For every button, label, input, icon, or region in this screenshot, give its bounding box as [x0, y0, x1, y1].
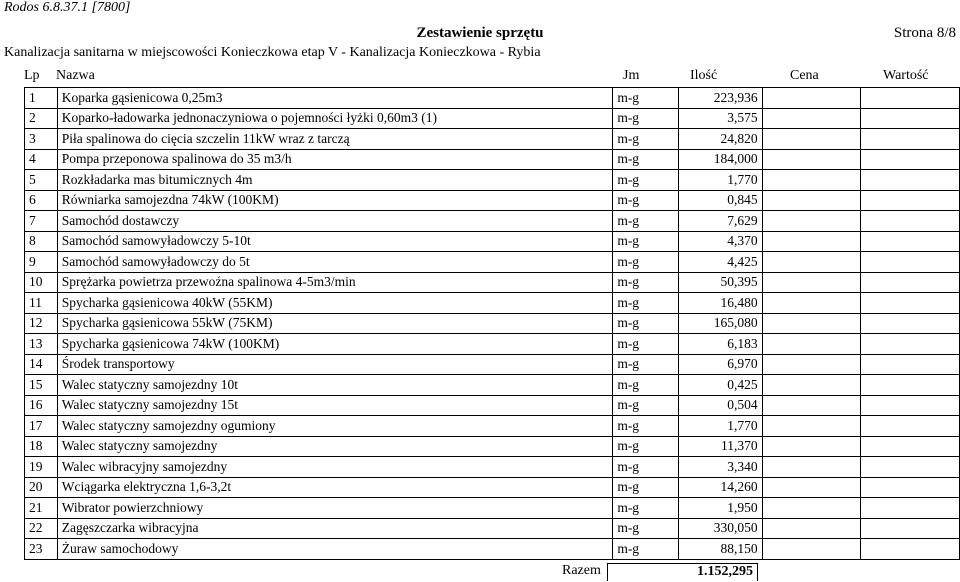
row-unit: m-g	[613, 457, 679, 478]
table-row	[25, 108, 960, 129]
equipment-table-body	[25, 88, 960, 560]
row-value	[861, 477, 960, 498]
row-unit: m-g	[613, 416, 679, 437]
row-quantity: 184,000	[679, 149, 762, 170]
total-label: Razem	[562, 563, 601, 578]
row-name: Walec statyczny samojezdny ogumiony	[57, 416, 613, 437]
row-name: Spycharka gąsienicowa 55kW (75KM)	[57, 313, 613, 334]
row-name: Zagęszczarka wibracyjna	[57, 518, 613, 539]
table-row	[25, 498, 960, 519]
row-price	[762, 395, 861, 416]
row-quantity: 3,340	[679, 457, 762, 478]
table-row	[25, 416, 960, 437]
row-price	[762, 129, 861, 150]
table-row	[25, 457, 960, 478]
page-header	[0, 0, 960, 66]
row-name: Piła spalinowa do cięcia szczelin 11kW wraz z tarczą	[57, 129, 613, 150]
row-quantity: 50,395	[679, 272, 762, 293]
column-header-name: Nazwa	[56, 68, 95, 83]
row-lp: 15	[25, 375, 58, 396]
column-headers	[0, 68, 960, 88]
table-row	[25, 129, 960, 150]
row-price	[762, 518, 861, 539]
row-lp: 12	[25, 313, 58, 334]
row-quantity: 6,183	[679, 334, 762, 355]
row-name: Spycharka gąsienicowa 40kW (55KM)	[57, 293, 613, 314]
row-name: Rozkładarka mas bitumicznych 4m	[57, 170, 613, 191]
row-value	[861, 231, 960, 252]
row-quantity: 0,425	[679, 375, 762, 396]
row-value	[861, 395, 960, 416]
row-lp: 16	[25, 395, 58, 416]
row-name: Walec statyczny samojezdny 15t	[57, 395, 613, 416]
row-lp: 22	[25, 518, 58, 539]
row-value	[861, 129, 960, 150]
row-name: Spycharka gąsienicowa 74kW (100KM)	[57, 334, 613, 355]
row-lp: 14	[25, 354, 58, 375]
row-unit: m-g	[613, 477, 679, 498]
row-value	[861, 170, 960, 191]
row-price	[762, 457, 861, 478]
row-value	[861, 252, 960, 273]
row-unit: m-g	[613, 129, 679, 150]
row-quantity: 1,950	[679, 498, 762, 519]
row-price	[762, 231, 861, 252]
row-value	[861, 108, 960, 129]
row-value	[861, 293, 960, 314]
row-unit: m-g	[613, 313, 679, 334]
row-unit: m-g	[613, 88, 679, 109]
row-lp: 2	[25, 108, 58, 129]
row-lp: 4	[25, 149, 58, 170]
row-quantity: 1,770	[679, 170, 762, 191]
row-value	[861, 88, 960, 109]
table-row	[25, 293, 960, 314]
row-unit: m-g	[613, 252, 679, 273]
row-name: Walec statyczny samojezdny	[57, 436, 613, 457]
column-header-unit: Jm	[623, 68, 640, 83]
row-quantity: 1,770	[679, 416, 762, 437]
row-lp: 7	[25, 211, 58, 232]
row-unit: m-g	[613, 498, 679, 519]
page-number: Strona 8/8	[893, 25, 956, 41]
app-version: Rodos 6.8.37.1 [7800]	[4, 0, 131, 15]
column-header-price: Cena	[790, 68, 819, 83]
row-name: Walec statyczny samojezdny 10t	[57, 375, 613, 396]
row-name: Sprężarka powietrza przewoźna spalinowa 4-5m3/min	[57, 272, 613, 293]
table-row	[25, 539, 960, 560]
row-name: Samochód dostawczy	[57, 211, 613, 232]
row-price	[762, 272, 861, 293]
row-unit: m-g	[613, 190, 679, 211]
table-row	[25, 272, 960, 293]
row-unit: m-g	[613, 375, 679, 396]
row-name: Wciągarka elektryczna 1,6-3,2t	[57, 477, 613, 498]
row-lp: 20	[25, 477, 58, 498]
table-row	[25, 149, 960, 170]
row-price	[762, 436, 861, 457]
row-price	[762, 211, 861, 232]
row-name: Środek transportowy	[57, 354, 613, 375]
row-lp: 6	[25, 190, 58, 211]
row-name: Koparko-ładowarka jednonaczyniowa o pojemności łyżki 0,60m3 (1)	[57, 108, 613, 129]
row-price	[762, 334, 861, 355]
row-unit: m-g	[613, 539, 679, 560]
row-value	[861, 375, 960, 396]
row-lp: 13	[25, 334, 58, 355]
row-unit: m-g	[613, 293, 679, 314]
row-value	[861, 313, 960, 334]
row-quantity: 0,845	[679, 190, 762, 211]
table-row	[25, 334, 960, 355]
row-price	[762, 375, 861, 396]
row-lp: 18	[25, 436, 58, 457]
row-value	[861, 518, 960, 539]
row-unit: m-g	[613, 334, 679, 355]
table-row	[25, 211, 960, 232]
table-row	[25, 252, 960, 273]
row-lp: 19	[25, 457, 58, 478]
row-price	[762, 498, 861, 519]
project-subtitle: Kanalizacja sanitarna w miejscowości Konieczkowa etap V - Kanalizacja Konieczkowa - Rybia	[4, 45, 541, 60]
table-row	[25, 190, 960, 211]
row-name: Równiarka samojezdna 74kW (100KM)	[57, 190, 613, 211]
row-lp: 11	[25, 293, 58, 314]
row-unit: m-g	[613, 395, 679, 416]
row-lp: 3	[25, 129, 58, 150]
total-value: 1.152,295	[697, 564, 753, 579]
row-price	[762, 170, 861, 191]
table-row	[25, 313, 960, 334]
row-price	[762, 88, 861, 109]
row-price	[762, 293, 861, 314]
row-price	[762, 108, 861, 129]
column-header-value: Wartość	[883, 68, 929, 83]
column-header-quantity: Ilość	[690, 68, 718, 83]
row-value	[861, 149, 960, 170]
row-price	[762, 477, 861, 498]
row-lp: 9	[25, 252, 58, 273]
row-price	[762, 190, 861, 211]
row-name: Koparka gąsienicowa 0,25m3	[57, 88, 613, 109]
row-name: Samochód samowyładowczy 5-10t	[57, 231, 613, 252]
row-unit: m-g	[613, 272, 679, 293]
row-name: Walec wibracyjny samojezdny	[57, 457, 613, 478]
row-value	[861, 211, 960, 232]
table-row	[25, 477, 960, 498]
table-row	[25, 354, 960, 375]
row-unit: m-g	[613, 170, 679, 191]
row-lp: 17	[25, 416, 58, 437]
equipment-table	[24, 87, 960, 560]
row-value	[861, 334, 960, 355]
row-unit: m-g	[613, 231, 679, 252]
row-name: Żuraw samochodowy	[57, 539, 613, 560]
row-lp: 10	[25, 272, 58, 293]
row-unit: m-g	[613, 108, 679, 129]
row-lp: 5	[25, 170, 58, 191]
table-row	[25, 375, 960, 396]
row-value	[861, 272, 960, 293]
row-price	[762, 354, 861, 375]
row-quantity: 24,820	[679, 129, 762, 150]
total-row	[0, 563, 960, 582]
row-quantity: 6,970	[679, 354, 762, 375]
row-quantity: 4,370	[679, 231, 762, 252]
row-quantity: 16,480	[679, 293, 762, 314]
table-row	[25, 231, 960, 252]
row-quantity: 4,425	[679, 252, 762, 273]
row-price	[762, 313, 861, 334]
row-price	[762, 252, 861, 273]
row-quantity: 88,150	[679, 539, 762, 560]
row-unit: m-g	[613, 211, 679, 232]
row-value	[861, 416, 960, 437]
row-lp: 21	[25, 498, 58, 519]
row-value	[861, 457, 960, 478]
row-value	[861, 354, 960, 375]
row-quantity: 330,050	[679, 518, 762, 539]
row-quantity: 14,260	[679, 477, 762, 498]
row-quantity: 7,629	[679, 211, 762, 232]
row-value	[861, 539, 960, 560]
row-lp: 8	[25, 231, 58, 252]
row-name: Samochód samowyładowczy do 5t	[57, 252, 613, 273]
document-title: Zestawienie sprzętu	[416, 25, 544, 41]
row-quantity: 3,575	[679, 108, 762, 129]
row-name: Pompa przeponowa spalinowa do 35 m3/h	[57, 149, 613, 170]
row-quantity: 223,936	[679, 88, 762, 109]
row-lp: 1	[25, 88, 58, 109]
table-row	[25, 518, 960, 539]
row-quantity: 0,504	[679, 395, 762, 416]
total-box	[607, 563, 758, 581]
row-price	[762, 416, 861, 437]
table-row	[25, 436, 960, 457]
column-header-lp: Lp	[24, 68, 40, 83]
table-row	[25, 88, 960, 109]
row-unit: m-g	[613, 149, 679, 170]
table-row	[25, 395, 960, 416]
row-price	[762, 539, 861, 560]
row-quantity: 11,370	[679, 436, 762, 457]
row-quantity: 165,080	[679, 313, 762, 334]
row-unit: m-g	[613, 518, 679, 539]
row-value	[861, 436, 960, 457]
row-name: Wibrator powierzchniowy	[57, 498, 613, 519]
table-row	[25, 170, 960, 191]
row-unit: m-g	[613, 436, 679, 457]
row-price	[762, 149, 861, 170]
row-lp: 23	[25, 539, 58, 560]
row-value	[861, 498, 960, 519]
row-unit: m-g	[613, 354, 679, 375]
row-value	[861, 190, 960, 211]
